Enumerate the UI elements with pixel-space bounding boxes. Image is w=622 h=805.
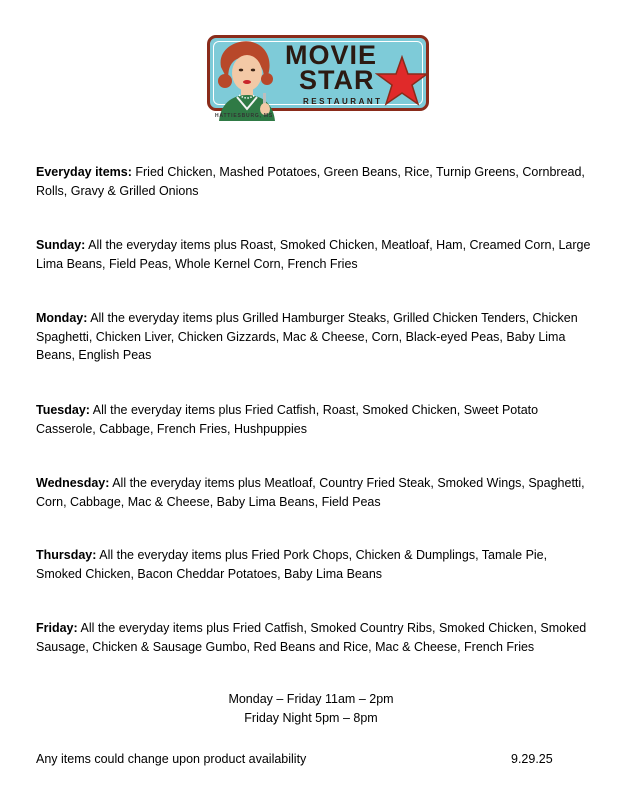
hours-weekday: Monday – Friday 11am – 2pm: [228, 692, 394, 706]
logo-text-star: STAR: [299, 65, 375, 95]
menu-day-label: Tuesday:: [36, 403, 90, 417]
menu-sunday: [36, 236, 596, 273]
hours-friday-night: Friday Night 5pm – 8pm: [244, 711, 378, 725]
menu-everyday: [36, 163, 596, 200]
menu-day-items: All the everyday items plus Roast, Smoked Chicken, Meatloaf, Ham, Creamed Corn, Large Lima Beans, Field Peas, Whole Kernel Corn, French Fries: [36, 238, 591, 271]
star-icon: [375, 55, 429, 107]
availability-note: Any items could change upon product availability: [36, 752, 307, 766]
logo-text-movie: MOVIE: [285, 40, 378, 70]
menu-day-items: All the everyday items plus Fried Catfish, Roast, Smoked Chicken, Sweet Potato Casserole, Cabbage, French Fries, Hushpuppies: [36, 403, 539, 436]
menu-day-items: All the everyday items plus Grilled Hamburger Steaks, Grilled Chicken Tenders, Chicken Spaghetti, Chicken Liver, Chicken Gizzards, Mac & Cheese, Corn, Black-eyed Peas, Baby Lima Beans, English Peas: [36, 311, 578, 362]
menu-date: 9.29.25: [511, 752, 553, 766]
menu-day-items: All the everyday items plus Meatloaf, Country Fried Steak, Smoked Wings, Spaghetti, Corn, Cabbage, Mac & Cheese, Baby Lima Beans, Field Peas: [36, 476, 585, 509]
menu-thursday: [36, 546, 596, 583]
menu-monday: [36, 309, 596, 365]
menu-day-items: All the everyday items plus Fried Pork Chops, Chicken & Dumplings, Tamale Pie, Smoked Chicken, Bacon Cheddar Potatoes, Baby Lima Beans: [36, 548, 548, 581]
menu-friday: [36, 619, 596, 656]
pinup-woman-icon: [211, 37, 283, 121]
logo-location: HATTIESBURG, MS: [215, 113, 274, 119]
menu-day-label: Wednesday:: [36, 476, 110, 490]
menu-wednesday: [36, 474, 596, 511]
menu-day-label: Friday:: [36, 621, 78, 635]
menu-day-label: Everyday items:: [36, 165, 132, 179]
menu-tuesday: [36, 401, 596, 438]
menu-day-label: Thursday:: [36, 548, 97, 562]
menu-day-items: All the everyday items plus Fried Catfish, Smoked Country Ribs, Smoked Chicken, Smoked Sausage, Chicken & Sausage Gumbo, Red Beans and Rice, Mac & Cheese, French Fries: [36, 621, 587, 654]
menu-day-label: Sunday:: [36, 238, 86, 252]
logo-text-restaurant: RESTAURANT: [303, 97, 383, 106]
menu-day-items: Fried Chicken, Mashed Potatoes, Green Beans, Rice, Turnip Greens, Cornbread, Rolls, Gravy & Grilled Onions: [36, 165, 585, 198]
restaurant-logo: [207, 35, 433, 121]
menu-day-label: Monday:: [36, 311, 88, 325]
